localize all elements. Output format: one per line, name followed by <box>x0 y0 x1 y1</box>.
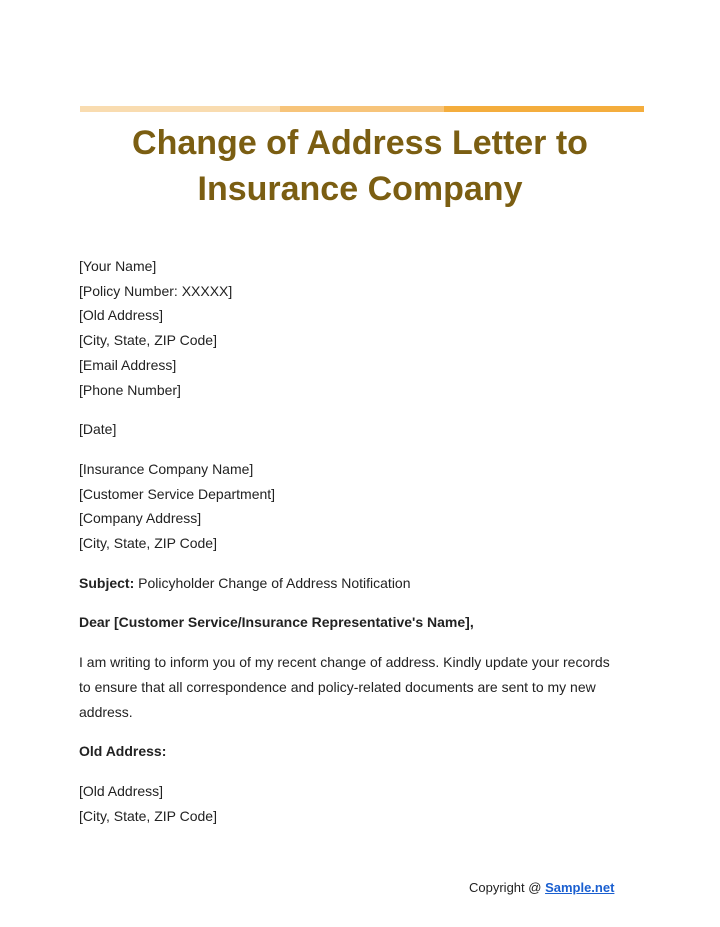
recipient-address: [Company Address] <box>79 510 202 527</box>
subject-line <box>79 571 644 596</box>
old-address-heading-block <box>79 739 644 764</box>
old-address-block <box>79 779 644 828</box>
sender-old-address: [Old Address] <box>79 307 164 324</box>
body-line-1: I am writing to inform you of my recent change of address. Kindly update your records <box>79 654 610 671</box>
letter-date: [Date] <box>79 421 117 438</box>
letter-body <box>79 254 644 828</box>
recipient-block <box>79 457 644 556</box>
old-address-line: [Old Address] <box>79 782 164 799</box>
title-line-1: Change of Address Letter to <box>132 124 588 162</box>
sender-phone: [Phone Number] <box>79 381 181 398</box>
recipient-city-state-zip: [City, State, ZIP Code] <box>79 535 217 552</box>
subject-text: Policyholder Change of Address Notification <box>134 574 411 591</box>
body-line-3: address. <box>79 703 133 720</box>
title-line-2: Insurance Company <box>197 170 523 208</box>
sender-city-state-zip: [City, State, ZIP Code] <box>79 332 217 349</box>
accent-bar-segment-mid <box>280 106 444 112</box>
body-paragraph <box>79 650 644 724</box>
recipient-company: [Insurance Company Name] <box>79 460 254 477</box>
body-line-2: to ensure that all correspondence and policy-related documents are sent to my new <box>79 678 596 695</box>
salutation: Dear [Customer Service/Insurance Representative's Name], <box>79 614 474 631</box>
accent-bar-segment-dark <box>444 106 644 112</box>
old-address-city-state-zip: [City, State, ZIP Code] <box>79 807 217 824</box>
sender-block <box>79 254 644 402</box>
header-accent-bar <box>80 106 644 112</box>
sample-net-link[interactable]: Sample.net <box>545 880 615 895</box>
date-block <box>79 417 644 442</box>
subject-label: Subject: <box>79 574 135 591</box>
sender-policy-number: [Policy Number: XXXXX] <box>79 282 233 299</box>
salutation-block <box>79 610 644 635</box>
sender-email: [Email Address] <box>79 356 177 373</box>
document-title <box>80 120 640 212</box>
subject-block <box>79 571 644 596</box>
accent-bar-segment-light <box>80 106 280 112</box>
sender-name: [Your Name] <box>79 258 157 274</box>
copyright-prefix: Copyright @ <box>469 880 546 895</box>
copyright-footer <box>469 879 614 897</box>
old-address-heading: Old Address: <box>79 743 167 760</box>
recipient-department: [Customer Service Department] <box>79 485 276 502</box>
